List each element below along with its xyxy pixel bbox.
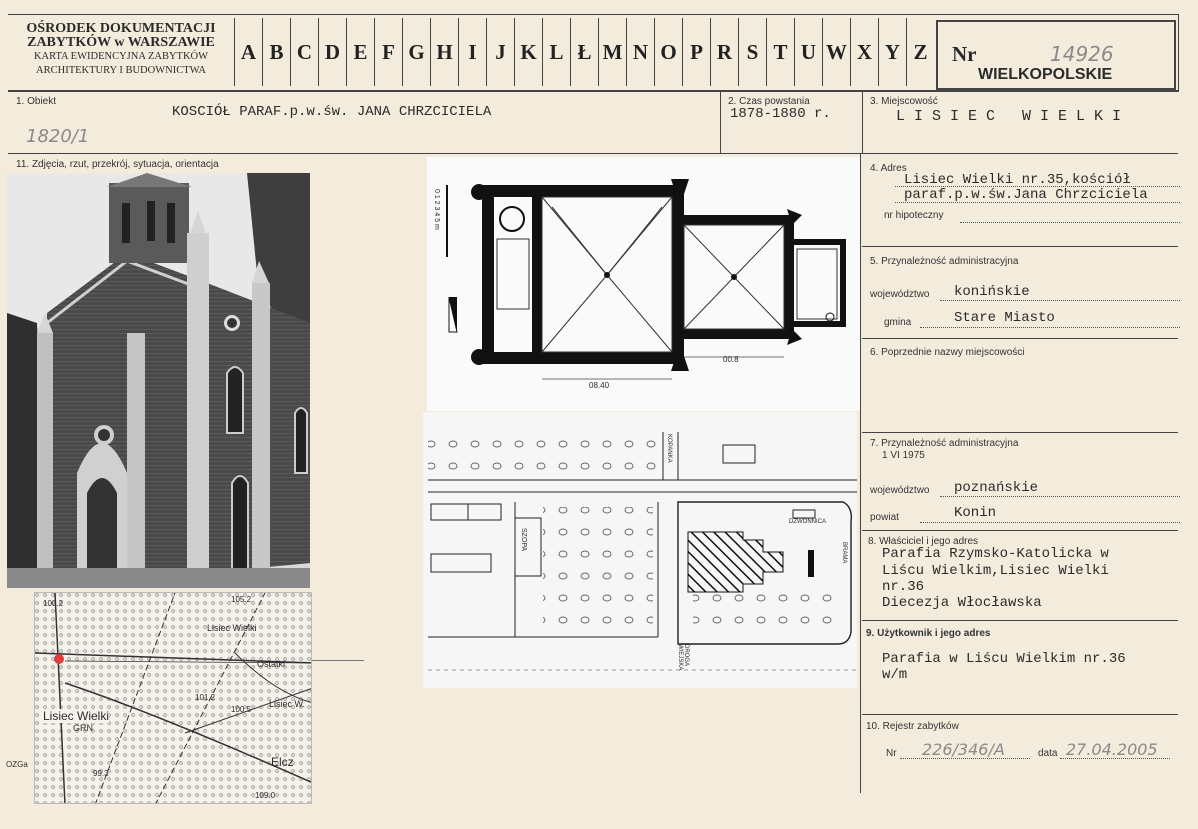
wlasciciel-line3: nr.36 <box>882 579 925 595</box>
letter: A <box>234 18 262 86</box>
wlasciciel-line2: Liścu Wielkim,Lisiec Wielki <box>882 563 1109 579</box>
adres-value-line1: Lisiec Wielki nr.35,kościół <box>904 172 1131 188</box>
letter: M <box>598 18 626 86</box>
rejestr-nr-value: 226/346/A <box>922 740 1005 759</box>
uzytkownik-label: 9. Użytkownik i jego adres <box>866 628 991 639</box>
map-label-elcz: Elcz <box>271 755 294 769</box>
church-photo <box>7 173 310 588</box>
poprzednie-label: 6. Poprzednie nazwy miejscowości <box>870 347 1025 358</box>
letter: G <box>402 18 430 86</box>
letter: H <box>430 18 458 86</box>
map-label-lisiec-sm: Lisiec W. <box>269 699 306 709</box>
hipoteczny-label: nr hipoteczny <box>884 210 944 221</box>
letter: Z <box>906 18 934 86</box>
region-label: WIELKOPOLSKIE <box>978 66 1113 83</box>
map-elevation-6: 109.0 <box>255 791 276 800</box>
letter: R <box>710 18 738 86</box>
institution-line4: ARCHITEKTURY I BUDOWNICTWA <box>36 65 206 76</box>
rejestr-data-value: 27.04.2005 <box>1066 740 1158 759</box>
letter: P <box>682 18 710 86</box>
site-plan-drawing <box>423 412 857 688</box>
uzytkownik-line1: Parafia w Liścu Wielkim nr.36 <box>882 651 1126 667</box>
letter: B <box>262 18 290 86</box>
map-elevation-1: 100.2 <box>43 599 64 608</box>
church-photo-drawing <box>7 173 310 588</box>
letter: Y <box>878 18 906 86</box>
institution-block <box>12 22 230 78</box>
letter: D <box>318 18 346 86</box>
plan-dimension-2: 00.8 <box>723 355 739 364</box>
wlasciciel-label: 8. Właściciel i jego adres <box>868 536 979 547</box>
site-plan <box>423 412 857 688</box>
obiekt-value: KOSCIÓŁ PARAF.p.w.św. JANA CHRZCICIELA <box>172 104 492 120</box>
map-elevation-3: 101.2 <box>195 693 216 702</box>
map-label-village-tr: Lisiec Wielki <box>207 623 257 633</box>
institution-line1: OŚRODEK DOKUMENTACJI <box>26 21 216 36</box>
czas-value: 1878-1880 r. <box>730 106 831 122</box>
rejestr-nr-label: Nr <box>886 748 897 759</box>
wojewodztwo-label: województwo <box>870 289 930 300</box>
site-label-road1: KOPANKA <box>666 434 672 463</box>
wlasciciel-line4: Diecezja Włocławska <box>882 595 1042 611</box>
handwritten-code: 1820/1 <box>26 126 90 147</box>
adres-value-line2: paraf.p.w.św.Jana Chrzciciela <box>904 187 1148 203</box>
letter: E <box>346 18 374 86</box>
rejestr-label: 10. Rejestr zabytków <box>866 721 959 732</box>
letter: N <box>626 18 654 86</box>
site-label-road2: DROGA WIEJSKA <box>677 644 689 671</box>
gmina-value: Stare Miasto <box>954 310 1055 326</box>
map-elevation-2: 105.2 <box>231 595 252 604</box>
map-label-grn: GRN <box>73 723 93 733</box>
site-label-gate: BRAMA <box>841 542 847 564</box>
letter: W <box>822 18 850 86</box>
uzytkownik-line2: w/m <box>882 667 908 683</box>
nr-label: Nr <box>952 42 977 66</box>
letter: I <box>458 18 486 86</box>
letter: O <box>654 18 682 86</box>
plan-scale: 0 1 2 3 4 5 m <box>433 189 440 230</box>
czas-label: 2. Czas powstania <box>728 96 810 107</box>
map-label-ozga: OZGa <box>6 760 28 769</box>
site-label-shed: SZOPA <box>520 528 527 552</box>
przynaleznosc2-label: 7. Przynależność administracyjna <box>870 438 1019 449</box>
map-label-village: Lisiec Wielki <box>43 709 110 723</box>
obiekt-label: 1. Obiekt <box>16 96 57 107</box>
powiat-value: Konin <box>954 505 997 521</box>
institution-line3: KARTA EWIDENCYJNA ZABYTKÓW <box>33 51 209 62</box>
rejestr-data-label: data <box>1038 748 1058 759</box>
letter: C <box>290 18 318 86</box>
letter: F <box>374 18 402 86</box>
map-elevation-5: 99.3 <box>93 769 109 778</box>
miejscowosc-value: L I S I E C W I E L K I <box>896 108 1122 125</box>
floor-plan <box>427 157 860 411</box>
nr-value: 14926 <box>1050 42 1114 66</box>
index-letters <box>234 18 934 86</box>
wojewodztwo2-value: poznańskie <box>954 480 1039 496</box>
letter: Ł <box>570 18 598 86</box>
location-map <box>34 592 312 804</box>
wlasciciel-line1: Parafia Rzymsko-Katolicka w <box>882 546 1109 562</box>
letter: S <box>738 18 766 86</box>
zdjecia-label: 11. Zdjęcia, rzut, przekrój, sytuacja, orientacja <box>16 159 219 170</box>
letter: T <box>766 18 794 86</box>
wojewodztwo-value: konińskie <box>954 284 1030 300</box>
letter: L <box>542 18 570 86</box>
letter: U <box>794 18 822 86</box>
przynaleznosc-label: 5. Przynależność administracyjna <box>870 256 1019 267</box>
floor-plan-drawing <box>427 157 860 411</box>
letter: X <box>850 18 878 86</box>
site-label-bell: DZWONNICA <box>789 519 826 525</box>
plan-dimension-1: 08.40 <box>589 381 610 390</box>
map-elevation-4: 100.5 <box>231 705 252 714</box>
institution-line2: ZABYTKÓW w WARSZAWIE <box>27 35 215 50</box>
gmina-label: gmina <box>884 317 912 328</box>
powiat-label: powiat <box>870 512 899 523</box>
przynaleznosc2-date: 1 VI 1975 <box>882 450 925 461</box>
wojewodztwo2-label: województwo <box>870 485 930 496</box>
miejscowosc-label: 3. Miejscowość <box>870 96 938 107</box>
adres-label: 4. Adres <box>870 163 907 174</box>
letter: J <box>486 18 514 86</box>
nr-box <box>936 20 1176 90</box>
map-label-ostatki: Ostatki <box>257 659 286 669</box>
letter: K <box>514 18 542 86</box>
